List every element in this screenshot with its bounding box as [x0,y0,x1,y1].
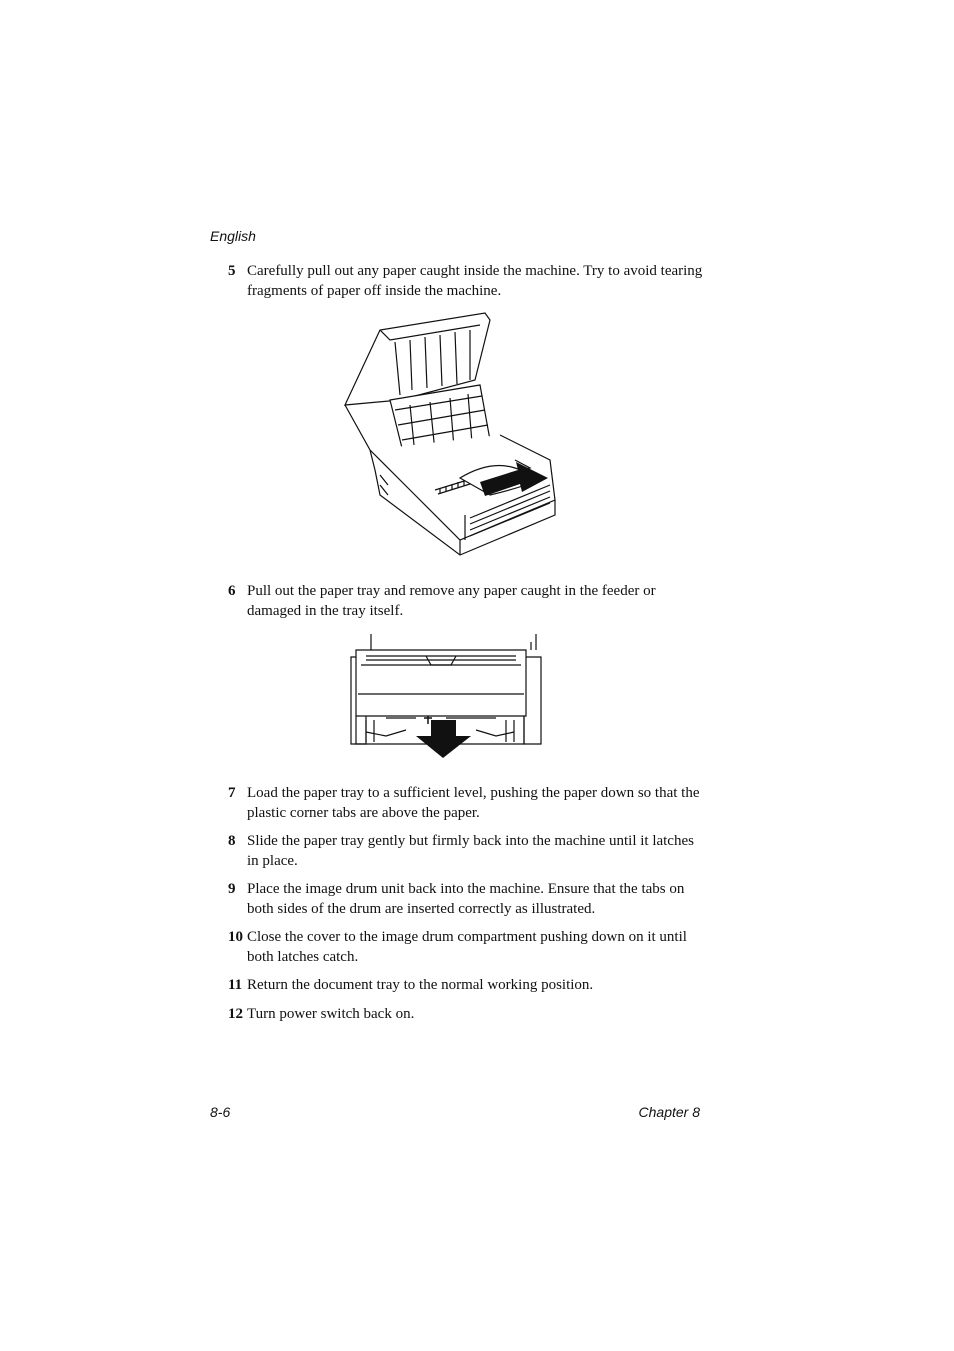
step-text: Slide the paper tray gently but firmly back into the machine until it latches in place. [247,833,694,869]
paper-tray-pull-out-illustration [346,632,546,760]
step-number: 7 [228,785,236,801]
step-7 [228,784,708,823]
step-text: Place the image drum unit back into the machine. Ensure that the tabs on both sides of the drum are inserted correctly as illustrated. [247,881,685,917]
step-text: Load the paper tray to a sufficient level, pushing the paper down so that the plastic corner tabs are above the paper. [247,785,700,821]
step-text: Carefully pull out any paper caught inside the machine. Try to avoid tearing fragments of paper off inside the machine. [247,263,703,299]
step-9 [228,880,708,919]
step-11 [228,976,708,996]
step-text: Return the document tray to the normal working position. [247,977,594,993]
footer-chapter: Chapter 8 [638,1104,700,1120]
step-5 [228,262,708,301]
step-text: Close the cover to the image drum compartment pushing down on it until both latches catch. [247,929,687,965]
step-12 [228,1005,708,1025]
printer-open-paper-jam-illustration [340,310,560,562]
footer-page-number: 8-6 [210,1104,231,1120]
step-6 [228,582,708,621]
step-text: Pull out the paper tray and remove any paper caught in the feeder or damaged in the tray itself. [247,583,656,619]
step-number: 5 [228,263,236,279]
step-text: Turn power switch back on. [247,1006,415,1022]
step-number: 11 [228,977,243,993]
running-header-language: English [210,228,256,244]
step-number: 12 [228,1006,243,1022]
step-8 [228,832,708,871]
step-number: 6 [228,583,236,599]
step-10 [228,928,708,967]
step-number: 9 [228,881,236,897]
step-number: 8 [228,833,236,849]
step-number: 10 [228,929,243,945]
